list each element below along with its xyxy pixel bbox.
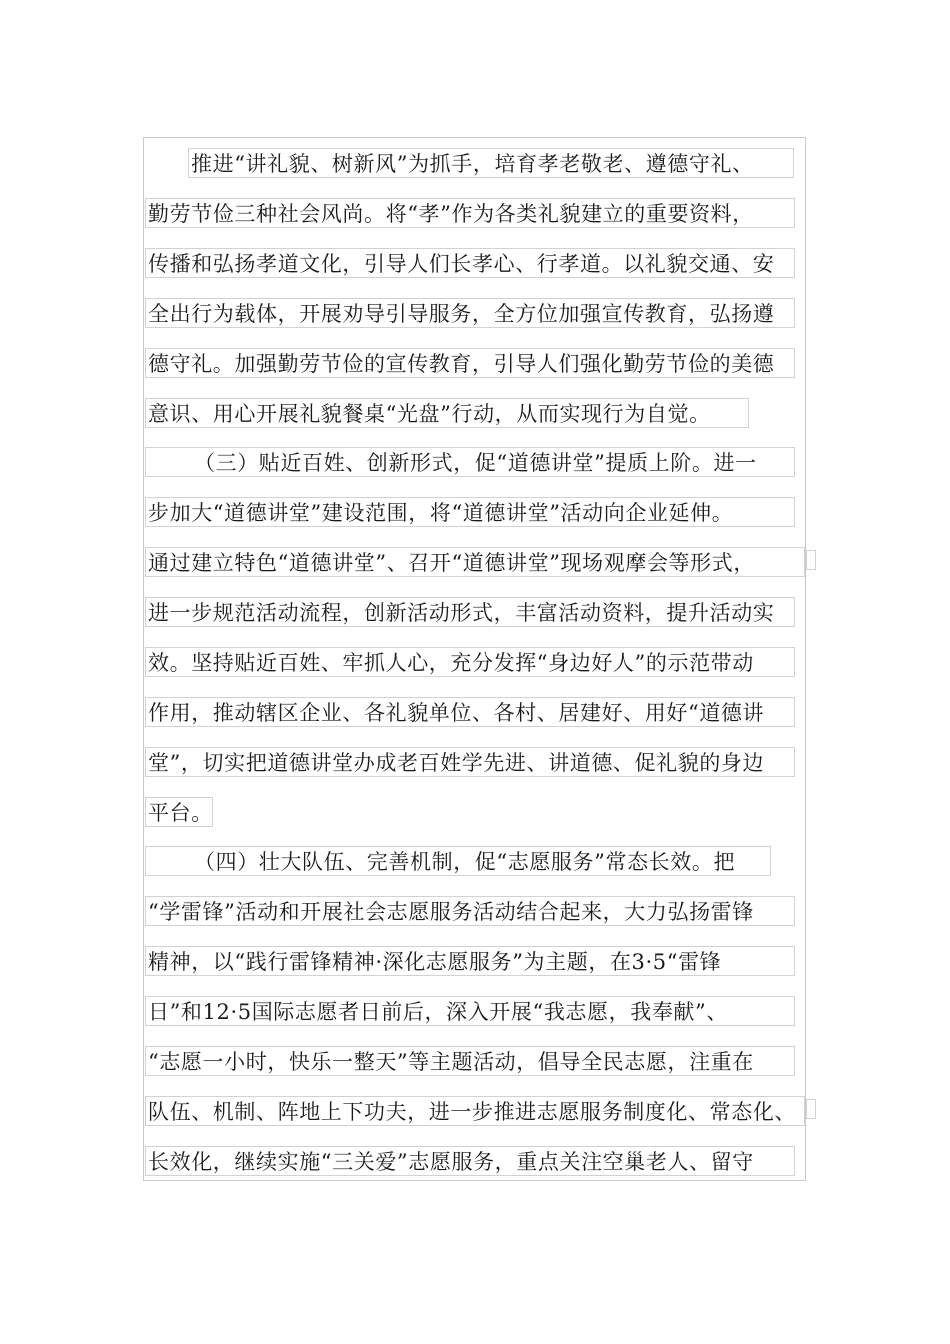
text-line: 效。坚持贴近百姓、牢抓人心，充分发挥“身边好人”的示范带动 (145, 647, 795, 677)
text-line: （三）贴近百姓、创新形式，促“道德讲堂”提质上阶。进一 (145, 447, 795, 477)
text-line: “学雷锋”活动和开展社会志愿服务活动结合起来，大力弘扬雷锋 (145, 896, 795, 926)
text-line: （四）壮大队伍、完善机制，促“志愿服务”常态长效。把 (145, 846, 771, 876)
text-line: 平台。 (145, 797, 213, 827)
text-line: 队伍、机制、阵地上下功夫，进一步推进志愿服务制度化、常态化、 (145, 1096, 805, 1126)
text-line: 作用，推动辖区企业、各礼貌单位、各村、居建好、用好“道德讲 (145, 697, 795, 727)
text-line: 进一步规范活动流程，创新活动形式，丰富活动资料，提升活动实 (145, 597, 795, 627)
text-line: 传播和弘扬孝道文化，引导人们长孝心、行孝道。以礼貌交通、安 (145, 248, 795, 278)
overflow-marker (806, 550, 816, 570)
text-line: 日”和12·5国际志愿者日前后，深入开展“我志愿，我奉献”、 (145, 996, 795, 1026)
text-line: 堂”，切实把道德讲堂办成老百姓学先进、讲道德、促礼貌的身边 (145, 747, 795, 777)
text-line: 通过建立特色“道德讲堂”、召开“道德讲堂”现场观摩会等形式， (145, 547, 805, 577)
overflow-marker (806, 1099, 816, 1119)
text-line: 意识、用心开展礼貌餐桌“光盘”行动，从而实现行为自觉。 (145, 398, 749, 428)
text-line: 步加大“道德讲堂”建设范围，将“道德讲堂”活动向企业延伸。 (145, 497, 795, 527)
text-line: 德守礼。加强勤劳节俭的宣传教育，引导人们强化勤劳节俭的美德 (145, 348, 795, 378)
text-line: 勤劳节俭三种社会风尚。将“孝”作为各类礼貌建立的重要资料， (145, 198, 795, 228)
text-line: 推进“讲礼貌、树新风”为抓手，培育孝老敬老、遵德守礼、 (188, 148, 794, 178)
text-line: “志愿一小时，快乐一整天”等主题活动，倡导全民志愿，注重在 (145, 1046, 795, 1076)
text-line: 长效化，继续实施“三关爱”志愿服务，重点关注空巢老人、留守 (145, 1146, 795, 1176)
text-line: 精神，以“践行雷锋精神·深化志愿服务”为主题，在3·5“雷锋 (145, 946, 795, 976)
text-line: 全出行为载体，开展劝导引导服务，全方位加强宣传教育，弘扬遵 (145, 298, 795, 328)
